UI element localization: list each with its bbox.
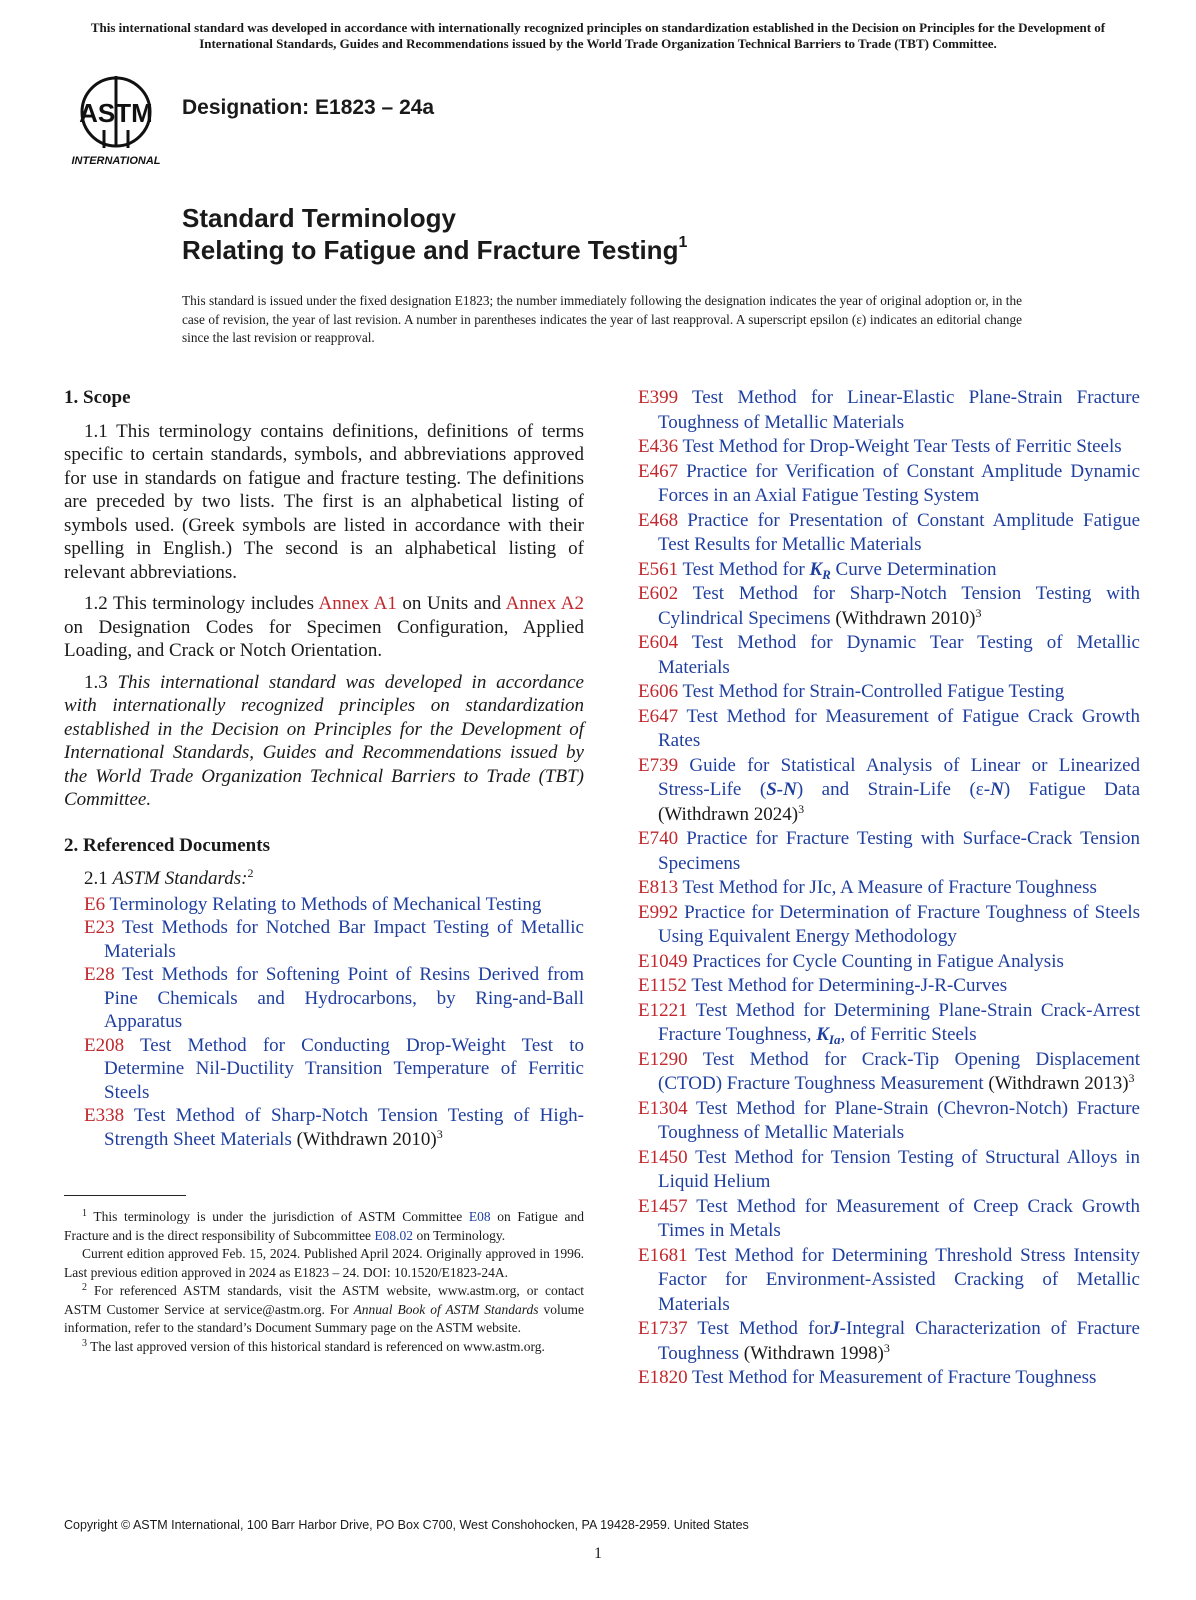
ref-code-link[interactable]: E1457	[638, 1195, 688, 1217]
ref-code-link[interactable]: E739	[638, 754, 679, 776]
footnote-mark[interactable]: 3	[1128, 1071, 1135, 1085]
ref-code-link[interactable]: E1152	[638, 975, 687, 996]
ref-item	[638, 876, 1140, 901]
ref-item	[638, 1244, 1140, 1318]
annex-a2-link[interactable]: Annex A2	[505, 593, 584, 614]
header-notice: This international standard was developed in accordance with internationally recognized principles on standardization established in the Decision on Principles for the Development of International Standards, Guides and Recommendations issued by the World Trade Organization Technical Barriers to Trade (TBT) Committee.	[90, 20, 1106, 51]
footnote-divider	[64, 1195, 186, 1196]
ref-title-link[interactable]: Test Method for Strain-Controlled Fatigue Testing	[682, 681, 1065, 702]
ref-code-link[interactable]: E338	[84, 1105, 125, 1126]
ref-title-link[interactable]: Practice for Fracture Testing with Surface-Crack Tension Specimens	[658, 828, 1141, 874]
title-footnote-mark[interactable]: 1	[678, 234, 688, 251]
ref-item	[638, 435, 1140, 460]
refdocs-heading: 2. Referenced Documents	[64, 834, 270, 856]
ref-code-link[interactable]: E1737	[638, 1318, 688, 1339]
ref-list-right-c	[638, 827, 1140, 999]
ref-item	[64, 963, 584, 1034]
ref-item	[638, 827, 1140, 876]
astm-standards-label: 2.1 ASTM Standards:$^2$	[84, 866, 254, 889]
ref-title-link[interactable]: Test Method for Determining-J-R-Curves	[691, 975, 1008, 996]
ref-title-link[interactable]: Test Method for Conducting Drop-Weight Test to Determine Nil-Ductility Transition Temperature of Ferritic Steels	[104, 1034, 584, 1103]
ref-code-link[interactable]: E561	[638, 558, 679, 580]
ref-item: E739 Guide for Statistical Analysis of Linear or Linearized Stress-Life (S-N) and Strain-Life (ε-N) Fatigue Data (Withdrawn 2024)$^3$	[638, 754, 1140, 825]
ref-code-link[interactable]: E1290	[638, 1048, 688, 1070]
ref-title-link[interactable]: Practice for Verification of Constant Amplitude Dynamic Forces in an Axial Fatigue Testing System	[658, 460, 1140, 506]
ref-item	[64, 916, 584, 963]
page-number: 1	[594, 1545, 602, 1562]
ref-item: E1221 Test Method for Determining Plane-Strain Crack-Arrest Fracture Toughness, $K_{Ia}$, of Ferritic Steels	[638, 999, 1140, 1047]
ref-code-link[interactable]: E6	[84, 893, 106, 915]
ref-code-link[interactable]: E28	[84, 964, 115, 985]
scope-1-2: 1.2 This terminology includes Annex A1 on Units and Annex A2 on Designation Codes for Specimen Configuration, Applied Loading, and Crack or Notch Orientation.	[64, 593, 584, 661]
ref-item	[638, 705, 1140, 754]
ref-code-link[interactable]: E813	[638, 877, 679, 898]
astm-logo	[66, 70, 166, 168]
ref-item	[638, 901, 1140, 950]
ref-title-link[interactable]: Practice for Determination of Fracture Toughness of Steels Using Equivalent Energy Methodology	[658, 901, 1141, 947]
ref-item: E561 Test Method for $K_R$ Curve Determination	[638, 558, 997, 582]
committee-e08-link[interactable]: E08	[468, 1209, 491, 1224]
ref-code-link[interactable]: E1450	[638, 1146, 688, 1168]
ref-title-link[interactable]: Test Method for Measurement of Fatigue Crack Growth Rates	[658, 705, 1140, 751]
ref-code-link[interactable]: E1304	[638, 1097, 688, 1119]
ref-title-link[interactable]: Test Method for Sharp-Notch Tension Testing with Cylindrical Specimens	[658, 583, 1140, 629]
ref-item	[638, 950, 1140, 975]
ref-list-right-d	[638, 1048, 1140, 1318]
ref-item: E1737 Test Method forJ-Integral Characterization of Fracture Toughness (Withdrawn 1998)$^3$	[638, 1318, 1140, 1364]
ref-item: E1820 Test Method for Measurement of Fracture Toughness	[638, 1367, 1097, 1388]
ref-item	[638, 1195, 1140, 1244]
scope-heading: 1. Scope	[64, 387, 131, 408]
ref-item	[638, 460, 1140, 509]
ref-title-link[interactable]: Test Methods for Softening Point of Resins Derived from Pine Chemicals and Hydrocarbons, by Ring-and-Ball Apparatus	[104, 964, 584, 1032]
footnote-2: $^2$ For referenced ASTM standards, visit the ASTM website, www.astm.org, or contact ASTM Customer Service at service@astm.org. For Annual Book of ASTM Standards volume information, refer to the standard’s Document Summary page on the ASTM website.	[64, 1282, 584, 1335]
footnote-1-edition: Current edition approved Feb. 15, 2024. Published April 2024. Originally approved in 1996. Last previous edition approved in 2024 as E1823 – 24. DOI: 10.1520/E1823-24A.	[64, 1246, 584, 1280]
ref-list-right-a	[638, 386, 1140, 558]
footnote-1: $^1$ This terminology is under the jurisdiction of ASTM Committee E08 on Fatigue and Fracture and is the direct responsibility of Subcommittee E08.02 on Terminology.	[64, 1208, 584, 1243]
ref-item	[64, 1104, 584, 1151]
ref-code-link[interactable]: E647	[638, 705, 679, 727]
ref-code-link[interactable]: E1221	[638, 999, 688, 1021]
right-column	[638, 386, 1140, 1391]
ref-code-link[interactable]: E992	[638, 901, 679, 923]
ref-item	[64, 1034, 584, 1105]
ref-code-link[interactable]: E604	[638, 632, 679, 653]
ref-code-link[interactable]: E467	[638, 460, 679, 482]
issued-note: This standard is issued under the fixed designation E1823; the number immediately following the designation indicates the year of original adoption or, in the case of revision, the year of last revision. A number in parentheses indicates the year of last reapproval. A superscript epsilon (ε) indicates an editorial change since the last revision or reapproval.	[182, 293, 1022, 345]
left-column	[64, 386, 584, 1151]
ref-item	[638, 582, 1140, 631]
ref-item	[638, 974, 1140, 999]
subcommittee-e08-02-link[interactable]: E08.02	[374, 1227, 414, 1243]
ref-code-link[interactable]: E468	[638, 509, 679, 531]
ref-item	[638, 631, 1140, 680]
title-line-1: Standard Terminology	[182, 203, 456, 233]
astm-logo-subtitle: INTERNATIONAL	[71, 155, 161, 167]
astm-logo-text: ASTM	[79, 98, 153, 128]
ref-title-link[interactable]: Practices for Cycle Counting in Fatigue Analysis	[692, 950, 1064, 972]
ref-title-link[interactable]: Practice for Presentation of Constant Amplitude Fatigue Test Results for Metallic Materials	[658, 509, 1141, 555]
footnotes	[64, 1208, 584, 1356]
designation: Designation: E1823 – 24a	[182, 96, 435, 119]
ref-title-link[interactable]: Test Methods for Notched Bar Impact Testing of Metallic Materials	[104, 917, 584, 962]
ref-code-link[interactable]: E602	[638, 583, 679, 604]
copyright: Copyright © ASTM International, 100 Barr Harbor Drive, PO Box C700, West Conshohocken, PA 19428-2959. United States	[64, 1518, 749, 1532]
ref-title-link[interactable]: Test Method for Dynamic Tear Testing of Metallic Materials	[658, 632, 1140, 678]
astm-logo-icon	[66, 70, 166, 168]
ref-code-link[interactable]: E1820	[638, 1367, 688, 1388]
ref-title-link[interactable]: Test Method of Sharp-Notch Tension Testing of High-Strength Sheet Materials	[104, 1105, 584, 1150]
ref-item	[638, 1146, 1140, 1195]
ref-title-link[interactable]: Test Method for Linear-Elastic Plane-Strain Fracture Toughness of Metallic Materials	[658, 387, 1140, 433]
ref-code-link[interactable]: E208	[84, 1034, 125, 1056]
ref-title-link[interactable]: Test Method for Crack-Tip Opening Displacement (CTOD) Fracture Toughness Measurement	[658, 1048, 1140, 1094]
withdrawn-note: (Withdrawn 2010)	[830, 607, 976, 629]
ref-title-link[interactable]: Test Method for Measurement of Creep Crack Growth Times in Metals	[658, 1195, 1140, 1241]
ref-title-link[interactable]: Test Method for Tension Testing of Structural Alloys in Liquid Helium	[658, 1146, 1140, 1192]
ref-code-link[interactable]: E1049	[638, 950, 688, 972]
withdrawn-note: (Withdrawn 2010)	[291, 1128, 437, 1150]
withdrawn-note: (Withdrawn 2013)	[983, 1073, 1129, 1094]
ref-title-link[interactable]: Test Method for Determining Threshold Stress Intensity Factor for Environment-Assisted Cracking of Metallic Materials	[658, 1244, 1140, 1315]
ref-title-link[interactable]: Terminology Relating to Methods of Mechanical Testing	[109, 893, 542, 915]
page-title	[182, 202, 687, 266]
ref-title-link[interactable]: Test Method for JIc, A Measure of Fracture Toughness	[682, 877, 1097, 898]
footnote-mark[interactable]: 3	[436, 1126, 443, 1141]
ref-list-left	[64, 893, 584, 1152]
ref-list-right-b	[638, 582, 1140, 754]
annex-a1-link[interactable]: Annex A1	[318, 593, 397, 614]
ref-code-link[interactable]: E606	[638, 681, 679, 702]
footnote-3: $^3$ The last approved version of this historical standard is referenced on www.astm.org.	[82, 1337, 545, 1354]
title-line-2: Relating to Fatigue and Fracture Testing	[182, 235, 679, 265]
footnote-mark[interactable]: 3	[975, 605, 982, 620]
scope-1-1: 1.1 This terminology contains definitions, definitions of terms specific to certain standards, symbols, and abbreviations approved for use in standards on fatigue and fracture testing. The definitions are preceded by two lists. The first is an alphabetical listing of symbols used. (Greek symbols are listed in accordance with their spelling in English.) The second is an alphabetical listing of relevant abbreviations.	[64, 420, 584, 583]
ref-item	[638, 680, 1140, 705]
ref-code-link[interactable]: E436	[638, 436, 679, 457]
ref-code-link[interactable]: E23	[84, 917, 115, 938]
ref-item	[638, 386, 1140, 435]
ref-title-link[interactable]: Test Method for Plane-Strain (Chevron-Notch) Fracture Toughness of Metallic Materials	[658, 1097, 1140, 1143]
ref-code-link[interactable]: E740	[638, 828, 679, 849]
ref-code-link[interactable]: E399	[638, 387, 679, 408]
ref-code-link[interactable]: E1681	[638, 1244, 688, 1266]
ref-title-link[interactable]: Test Method for Drop-Weight Tear Tests of Ferritic Steels	[682, 436, 1122, 457]
ref-item	[638, 1048, 1140, 1097]
ref-item	[64, 893, 584, 917]
scope-1-3: 1.3 This international standard was developed in accordance with internationally recognized principles on standardization established in the Decision on Principles for the Development of International Standards, Guides and Recommendations issued by the World Trade Organization Technical Barriers to Trade (TBT) Committee.	[64, 671, 584, 810]
ref-item	[638, 1097, 1140, 1146]
ref-item	[638, 509, 1140, 558]
